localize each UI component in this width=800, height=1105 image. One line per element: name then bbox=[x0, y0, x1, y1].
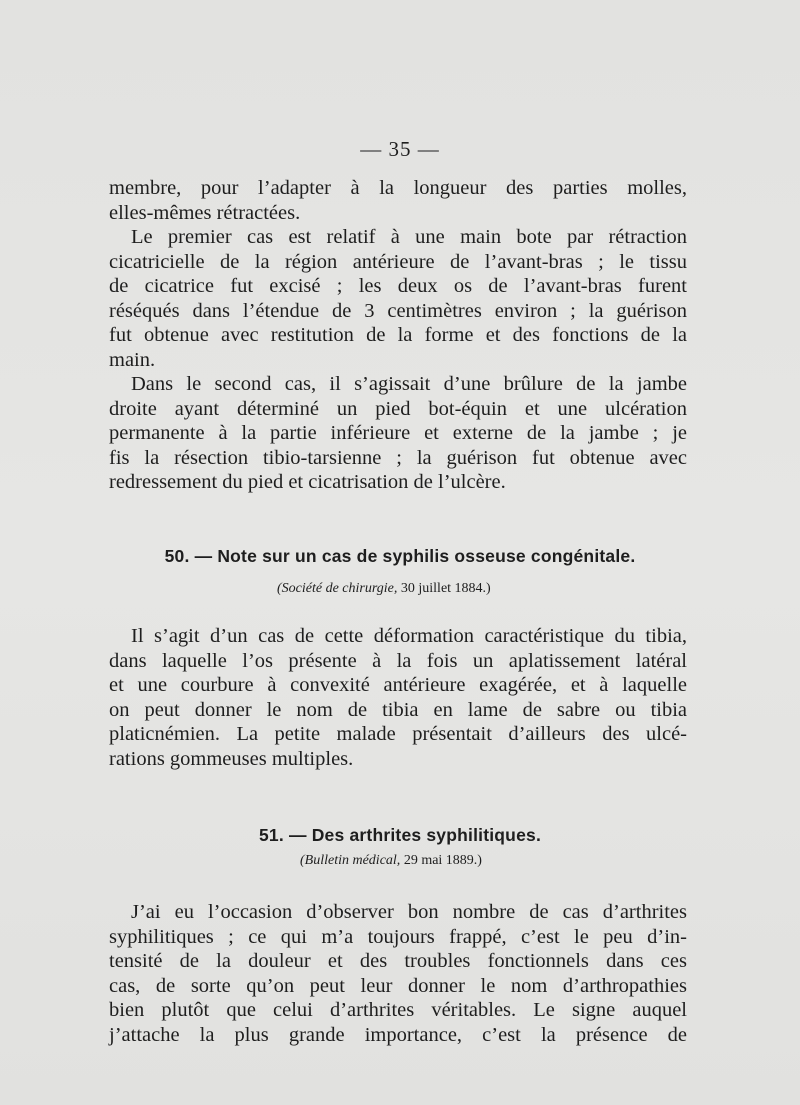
text-line: on peut donner le nom de tibia en lame de sabre ou tibia bbox=[109, 698, 687, 721]
text-line: et une courbure à convexité antérieure exagérée, et à laquelle bbox=[109, 674, 687, 696]
text-line: platicnémien. La petite malade présentait d’ailleurs des ulcé- bbox=[109, 723, 687, 745]
text-line: Il s’agit d’un cas de cette déformation caractéristique du tibia, bbox=[131, 625, 687, 647]
text-line: syphilitiques ; ce qui m’a toujours frappé, c’est le peu d’in- bbox=[109, 925, 687, 948]
source-publication: (Bulletin médical, bbox=[300, 853, 401, 868]
text-line: main. bbox=[109, 348, 156, 371]
text-line: rations gommeuses multiples. bbox=[109, 747, 354, 770]
continuation-text bbox=[109, 176, 687, 495]
text-line: permanente à la partie inférieure et externe de la jambe ; je bbox=[109, 422, 687, 444]
section-51-body bbox=[109, 900, 687, 1047]
section-50-body bbox=[109, 624, 687, 771]
page-number: — 35 — bbox=[360, 137, 440, 161]
text-line: redressement du pied et cicatrisation de l’ulcère. bbox=[109, 471, 506, 493]
section-51-heading: 51. — Des arthrites syphilitiques. bbox=[258, 825, 542, 845]
text-line: elles-mêmes rétractées. bbox=[109, 201, 301, 224]
text-line: droite ayant déterminé un pied bot-équin et une ulcération bbox=[109, 397, 687, 420]
text-line: réséqués dans l’étendue de 3 centimètres environ ; la guérison bbox=[109, 299, 687, 322]
source-publication: (Société de chirurgie, bbox=[277, 581, 398, 596]
text-line: de cicatrice fut excisé ; les deux os de l’avant-bras furent bbox=[109, 275, 687, 297]
section-50-source bbox=[277, 581, 491, 597]
text-line: Dans le second cas, il s’agissait d’une brûlure de la jambe bbox=[131, 373, 687, 395]
section-51-source bbox=[300, 853, 482, 869]
text-line: fut obtenue avec restitution de la forme et des fonctions de la bbox=[109, 324, 687, 346]
text-line: bien plutôt que celui d’arthrites véritables. Le signe auquel bbox=[109, 999, 687, 1021]
text-line: cas, de sorte qu’on peut leur donner le nom d’arthropathies bbox=[109, 974, 687, 997]
text-line: J’ai eu l’occasion d’observer bon nombre de cas d’arthrites bbox=[131, 901, 687, 923]
text-line: tensité de la douleur et des troubles fonctionnels dans ces bbox=[109, 950, 687, 972]
text-line: fis la résection tibio-tarsienne ; la guérison fut obtenue avec bbox=[109, 446, 687, 469]
text-line: Le premier cas est relatif à une main bote par rétraction bbox=[131, 226, 687, 248]
section-50-heading: 50. — Note sur un cas de syphilis osseuse congénitale. bbox=[164, 546, 636, 566]
text-line: dans laquelle l’os présente à la fois un aplatissement latéral bbox=[109, 649, 687, 672]
text-line: cicatricielle de la région antérieure de l’avant-bras ; le tissu bbox=[109, 250, 687, 273]
source-date: 30 juillet 1884.) bbox=[397, 581, 491, 596]
text-line: membre, pour l’adapter à la longueur des parties molles, bbox=[109, 177, 687, 199]
source-date: 29 mai 1889.) bbox=[400, 853, 482, 868]
text-line: j’attache la plus grande importance, c’est la présence de bbox=[109, 1023, 687, 1046]
